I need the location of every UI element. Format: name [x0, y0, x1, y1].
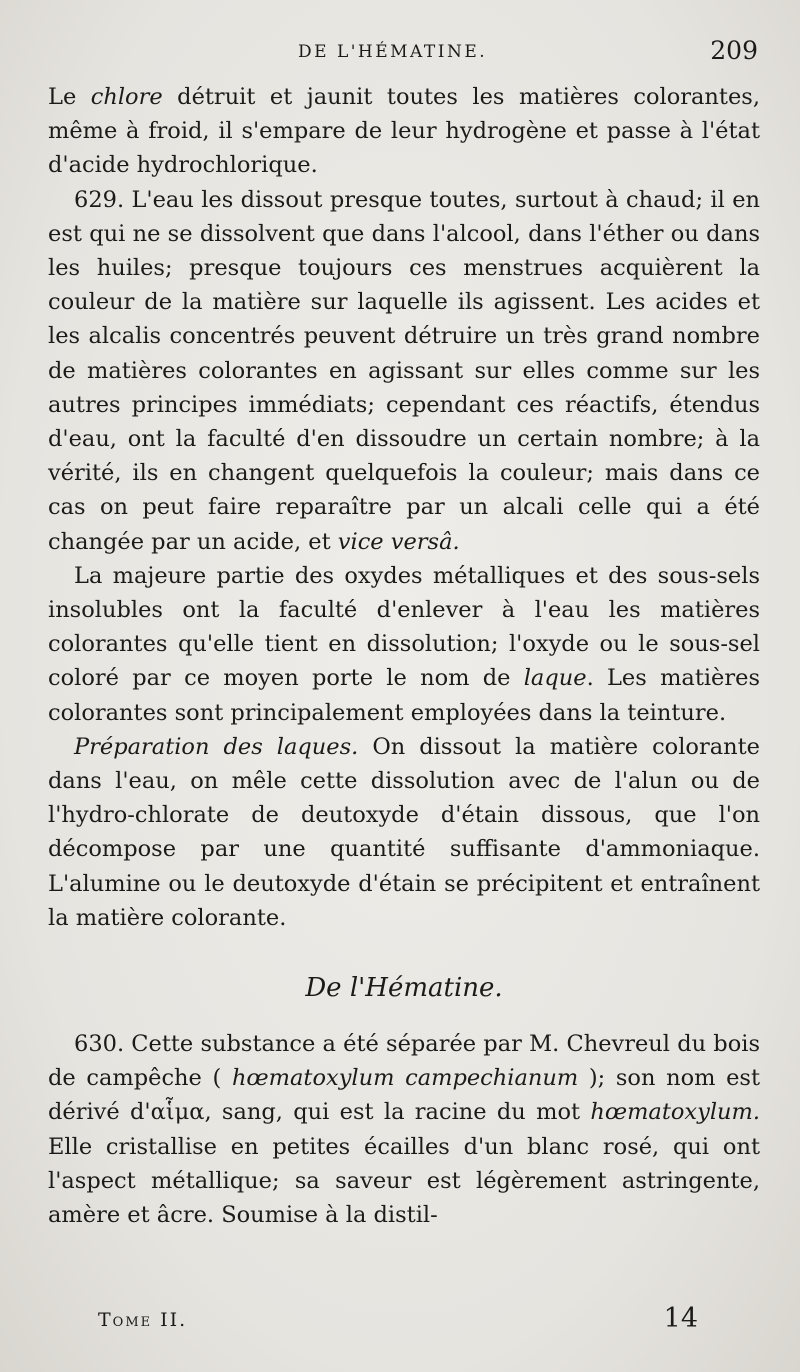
paragraph-preparation: Préparation des laques. On dissout la matière colorante dans l'eau, on mêle cette dissolution avec de l'alun ou de l'hydro-chlorate de deutoxyde d'étain dissous, que l'on décompose par une quantité suffisante d'ammoniaque. L'alumine ou le deutoxyde d'étain se précipitent et entraînent la matière colorante. — [48, 733, 760, 931]
body-text — [48, 80, 760, 1232]
paragraph-630: 630. Cette substance a été séparée par M. Chevreul du bois de campêche ( hœmatoxylum campechianum ); son nom est dérivé d'αἷμα, sang, qui est la racine du mot hœmatoxylum. Elle cristallise en petites écailles d'un blanc rosé, qui ont l'aspect métallique; sa saveur est légèrement astringente, amère et âcre. Soumise à la distil- — [48, 1031, 761, 1229]
paragraph-chlore: Le chlore détruit et jaunit toutes les matières colorantes, même à froid, il s'empare de leur hydrogène et passe à l'état d'acide hydrochlorique. — [48, 84, 760, 179]
section-title: De l'Hématine. — [305, 973, 503, 1004]
running-head — [48, 36, 758, 66]
volume-signature: Tome II. — [98, 1309, 188, 1331]
term-hoematoxylum: hœmatoxylum. — [590, 1099, 761, 1126]
term-laque: laque — [523, 665, 587, 692]
term-chlore: chlore — [90, 84, 163, 110]
greek-word: αἷμα — [150, 1099, 205, 1126]
term-vice-versa: vice versâ. — [337, 528, 460, 555]
preparation-heading: Préparation des laques. — [74, 733, 359, 760]
paragraph-629: 629. L'eau les dissout presque toutes, surtout à chaud; il en est qui ne se dissolvent que dans l'alcool, dans l'éther ou dans les huiles; presque toujours ces menstrues acquièrent la couleur de la matière sur laquelle ils agissent. Les acides et les alcalis concentrés peuvent détruire un très grand nombre de matières colorantes en agissant sur elles comme sur les autres principes immédiats; cependant ces réactifs, étendus d'eau, ont la faculté d'en dissoudre un certain nombre; à la vérité, ils en changent quelquefois la couleur; mais dans ce cas on peut faire reparaître par un alcali celle qui a été changée par un acide, et vice versâ. — [48, 186, 760, 555]
paragraph-oxydes: La majeure partie des oxydes métalliques et des sous-sels insolubles ont la faculté d'enlever à l'eau les matières colorantes qu'elle tient en dissolution; l'oxyde ou le sous-sel coloré par ce moyen porte le nom de laque. Les matières colorantes sont principalement employées dans la teinture. — [48, 562, 760, 726]
sheet-number: 14 — [663, 1303, 698, 1334]
term-latin-name: hœmatoxylum campechianum — [231, 1065, 579, 1092]
page-number: 209 — [710, 36, 758, 65]
page-footer — [98, 1303, 698, 1343]
running-title: DE L'HÉMATINE. — [298, 42, 488, 62]
